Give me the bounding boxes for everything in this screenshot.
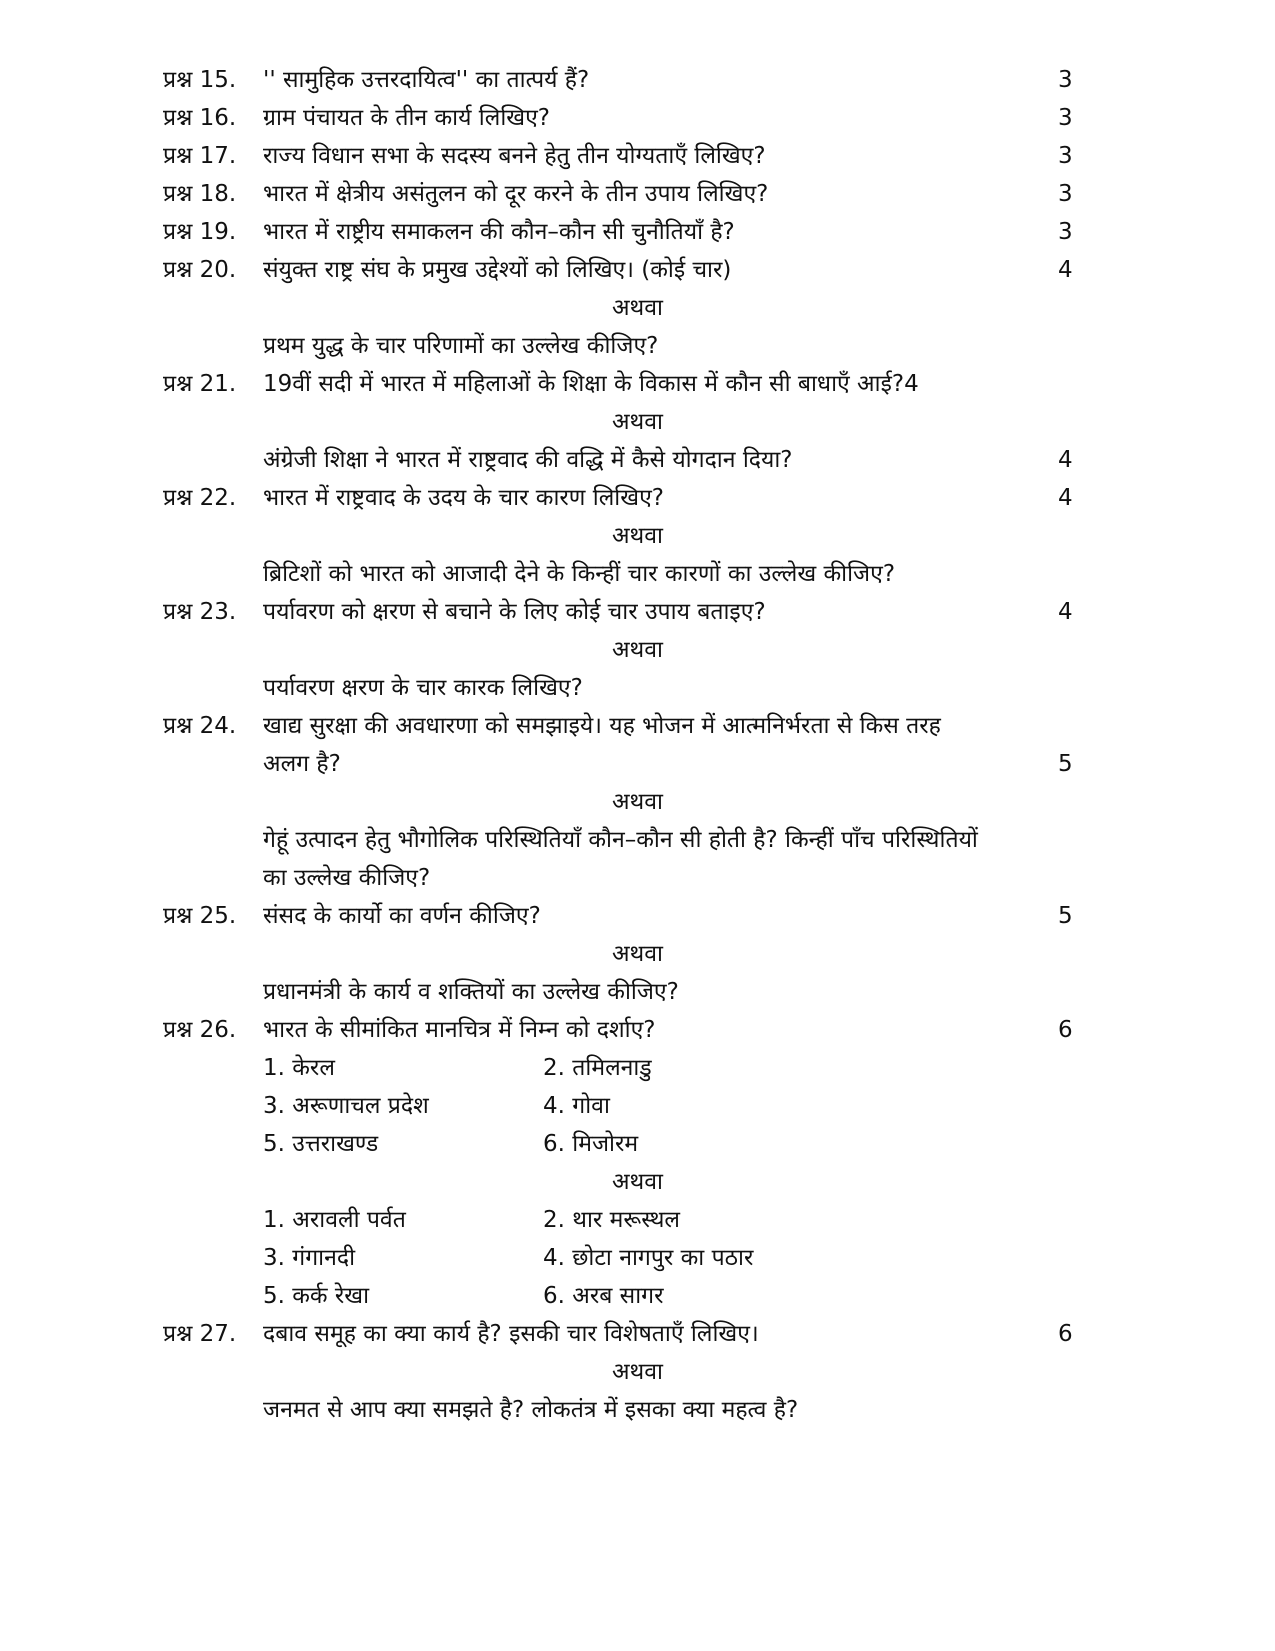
question-marks: 4 <box>1058 485 1073 511</box>
map-item: 3. अरूणाचल प्रदेश <box>263 1093 429 1119</box>
question-text-continued: अलग है? <box>263 751 341 777</box>
question-24-alternative <box>0 820 1275 860</box>
or-label: अथवा <box>611 523 663 549</box>
question-21 <box>0 364 1275 404</box>
question-marks: 5 <box>1058 751 1073 777</box>
question-label: प्रश्न 17. <box>163 143 237 169</box>
question-label: प्रश्न 19. <box>163 219 237 245</box>
or-divider <box>0 782 1275 822</box>
question-marks: 3 <box>1058 181 1073 207</box>
question-label: प्रश्न 23. <box>163 599 237 625</box>
map-item: 4. गोवा <box>543 1093 610 1119</box>
question-16 <box>0 98 1275 138</box>
or-label: अथवा <box>611 409 663 435</box>
map-item: 1. केरल <box>263 1055 335 1081</box>
map-item-row <box>0 1276 1275 1316</box>
map-item-row <box>0 1124 1275 1164</box>
or-divider <box>0 630 1275 670</box>
or-divider <box>0 402 1275 442</box>
alternative-text: गेहूं उत्पादन हेतु भौगोलिक परिस्थितियाँ कौन–कौन सी होती है? किन्हीं पाँच परिस्थितियों <box>263 827 978 853</box>
or-label: अथवा <box>611 295 663 321</box>
question-text: भारत में राष्ट्रवाद के उदय के चार कारण लिखिए? <box>263 485 664 511</box>
question-label: प्रश्न 18. <box>163 181 237 207</box>
alternative-text: जनमत से आप क्या समझते है? लोकतंत्र में इसका क्या महत्व है? <box>263 1397 799 1423</box>
question-22-alternative <box>0 554 1275 594</box>
map-item-row <box>0 1086 1275 1126</box>
question-marks: 3 <box>1058 219 1073 245</box>
question-24 <box>0 706 1275 746</box>
or-divider <box>0 516 1275 556</box>
question-23 <box>0 592 1275 632</box>
map-item-row <box>0 1048 1275 1088</box>
question-text: ग्राम पंचायत के तीन कार्य लिखिए? <box>263 105 551 131</box>
question-label: प्रश्न 26. <box>163 1017 237 1043</box>
question-marks: 3 <box>1058 67 1073 93</box>
question-text: पर्यावरण को क्षरण से बचाने के लिए कोई चार उपाय बताइए? <box>263 599 766 625</box>
map-item: 2. थार मरूस्थल <box>543 1207 681 1233</box>
question-label: प्रश्न 15. <box>163 67 237 93</box>
or-divider <box>0 1162 1275 1202</box>
question-21-alternative <box>0 440 1275 480</box>
question-27-alternative <box>0 1390 1275 1430</box>
question-25 <box>0 896 1275 936</box>
map-item: 5. कर्क रेखा <box>263 1283 370 1309</box>
question-marks: 6 <box>1058 1017 1073 1043</box>
question-18 <box>0 174 1275 214</box>
question-marks: 4 <box>1058 599 1073 625</box>
map-item: 5. उत्तराखण्ड <box>263 1131 379 1157</box>
question-marks: 6 <box>1058 1321 1073 1347</box>
question-15 <box>0 60 1275 100</box>
question-17 <box>0 136 1275 176</box>
question-marks: 5 <box>1058 903 1073 929</box>
question-25-alternative <box>0 972 1275 1012</box>
question-label: प्रश्न 21. <box>163 371 237 397</box>
map-item: 2. तमिलनाडु <box>543 1055 652 1081</box>
question-label: प्रश्न 24. <box>163 713 237 739</box>
or-divider <box>0 288 1275 328</box>
question-23-alternative <box>0 668 1275 708</box>
question-20 <box>0 250 1275 290</box>
question-label: प्रश्न 27. <box>163 1321 237 1347</box>
question-text: भारत के सीमांकित मानचित्र में निम्न को दर्शाए? <box>263 1017 656 1043</box>
or-divider <box>0 934 1275 974</box>
question-label: प्रश्न 16. <box>163 105 237 131</box>
question-text: भारत में राष्ट्रीय समाकलन की कौन–कौन सी चुनौतियाँ है? <box>263 219 735 245</box>
alternative-text: प्रथम युद्ध के चार परिणामों का उल्लेख कीजिए? <box>263 333 659 359</box>
alternative-marks: 4 <box>1058 447 1073 473</box>
map-item: 1. अरावली पर्वत <box>263 1207 406 1233</box>
question-text: दबाव समूह का क्या कार्य है? इसकी चार विशेषताएँ लिखिए। <box>263 1321 759 1347</box>
question-marks: 3 <box>1058 105 1073 131</box>
map-item: 6. अरब सागर <box>543 1283 664 1309</box>
question-20-alternative <box>0 326 1275 366</box>
alternative-text: पर्यावरण क्षरण के चार कारक लिखिए? <box>263 675 583 701</box>
question-22 <box>0 478 1275 518</box>
question-marks: 3 <box>1058 143 1073 169</box>
question-label: प्रश्न 20. <box>163 257 237 283</box>
question-text: भारत में क्षेत्रीय असंतुलन को दूर करने के तीन उपाय लिखिए? <box>263 181 769 207</box>
map-item: 4. छोटा नागपुर का पठार <box>543 1245 754 1271</box>
alternative-text: अंग्रेजी शिक्षा ने भारत में राष्ट्रवाद की वद्धि में कैसे योगदान दिया? <box>263 447 793 473</box>
question-text: खाद्य सुरक्षा की अवधारणा को समझाइये। यह भोजन में आत्मनिर्भरता से किस तरह <box>263 713 941 739</box>
question-marks: 4 <box>1058 257 1073 283</box>
question-label: प्रश्न 25. <box>163 903 237 929</box>
map-item: 6. मिजोरम <box>543 1131 639 1157</box>
or-label: अथवा <box>611 941 663 967</box>
question-label: प्रश्न 22. <box>163 485 237 511</box>
map-item-row <box>0 1238 1275 1278</box>
question-text: '' सामुहिक उत्तरदायित्व'' का तात्पर्य हैं? <box>263 67 590 93</box>
question-text: संयुक्त राष्ट्र संघ के प्रमुख उद्देश्यों को लिखिए। (कोई चार) <box>263 257 732 283</box>
or-divider <box>0 1352 1275 1392</box>
question-26 <box>0 1010 1275 1050</box>
map-item-row <box>0 1200 1275 1240</box>
or-label: अथवा <box>611 1169 663 1195</box>
or-label: अथवा <box>611 789 663 815</box>
question-24-alternative-continued <box>0 858 1275 898</box>
or-label: अथवा <box>611 1359 663 1385</box>
question-27 <box>0 1314 1275 1354</box>
map-item: 3. गंगानदी <box>263 1245 356 1271</box>
question-text: संसद के कार्यो का वर्णन कीजिए? <box>263 903 541 929</box>
question-24-continued <box>0 744 1275 784</box>
alternative-text: ब्रिटिशों को भारत को आजादी देने के किन्हीं चार कारणों का उल्लेख कीजिए? <box>263 561 896 587</box>
question-text: 19वीं सदी में भारत में महिलाओं के शिक्षा के विकास में कौन सी बाधाएँ आई?4 <box>263 371 919 397</box>
or-label: अथवा <box>611 637 663 663</box>
question-text: राज्य विधान सभा के सदस्य बनने हेतु तीन योग्यताएँ लिखिए? <box>263 143 766 169</box>
question-19 <box>0 212 1275 252</box>
alternative-text: प्रधानमंत्री के कार्य व शक्तियों का उल्लेख कीजिए? <box>263 979 679 1005</box>
alternative-text-continued: का उल्लेख कीजिए? <box>263 865 431 891</box>
